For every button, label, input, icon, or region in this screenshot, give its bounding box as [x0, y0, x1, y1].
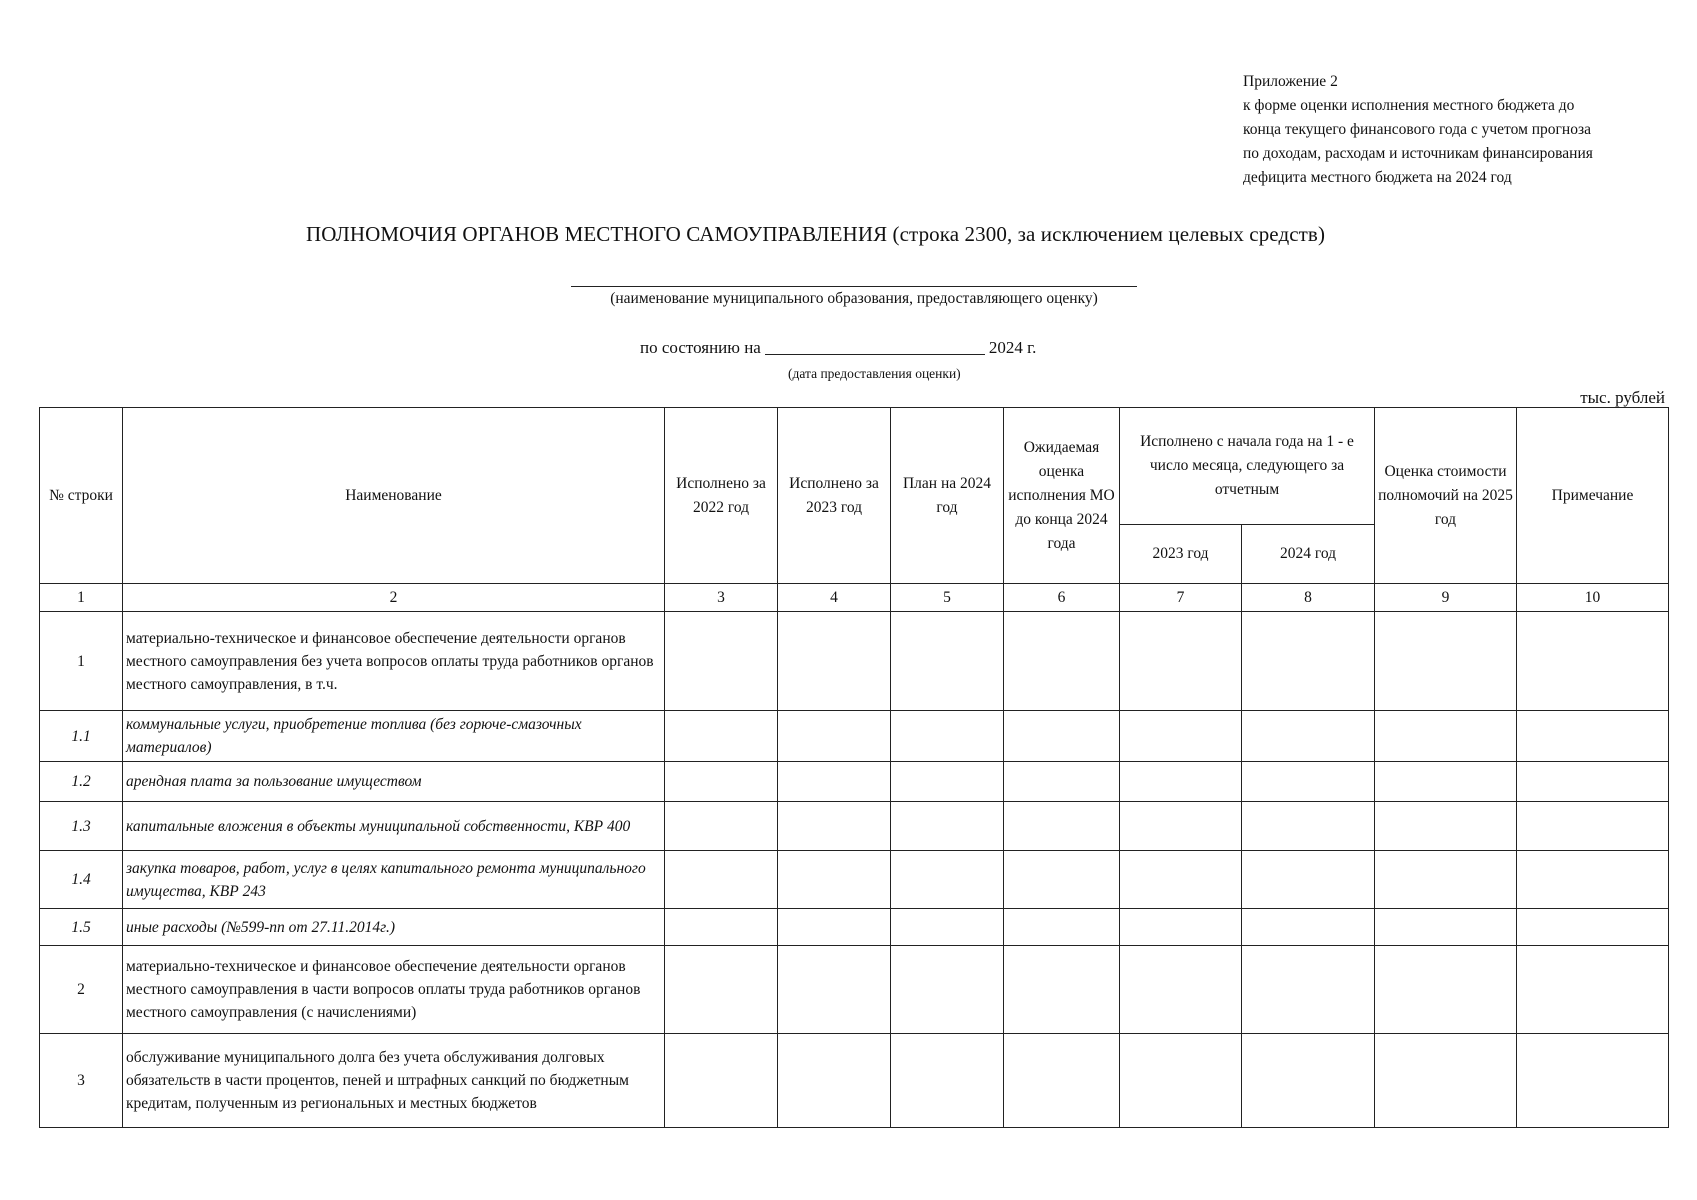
row-name: материально-техническое и финансовое обеспечение деятельности органов местного самоуправления в части вопросов оплаты труда работников органов местного самоуправления (с начислениями) [123, 946, 665, 1034]
date-blank-line [765, 338, 985, 355]
header-name: Наименование [123, 408, 665, 584]
table-cell [1517, 612, 1669, 711]
row-name: коммунальные услуги, приобретение топлива (без горюче-смазочных материалов) [123, 711, 665, 762]
table-cell [1004, 946, 1120, 1034]
table-cell [1242, 946, 1375, 1034]
table-cell [778, 946, 891, 1034]
municipality-caption: (наименование муниципального образования, предоставляющего оценку) [610, 290, 1098, 307]
table-cell [1120, 762, 1242, 802]
table-cell [778, 711, 891, 762]
row-number: 1.1 [40, 711, 123, 762]
table-cell [1242, 762, 1375, 802]
header-estimate-2025: Оценка стоимости полномочий на 2025 год [1375, 408, 1517, 584]
table-cell [1120, 711, 1242, 762]
table-cell [891, 1034, 1004, 1128]
header-exec-2022: Исполнено за 2022 год [665, 408, 778, 584]
table-row [40, 612, 1669, 711]
table-cell [1242, 711, 1375, 762]
table-cell [1120, 802, 1242, 851]
units-label: тыс. рублей [1580, 388, 1665, 407]
table-cell [1375, 851, 1517, 909]
row-number: 1.5 [40, 909, 123, 946]
column-number: 4 [778, 584, 891, 612]
table-cell [778, 802, 891, 851]
column-number: 3 [665, 584, 778, 612]
table-cell [1242, 1034, 1375, 1128]
column-number: 10 [1517, 584, 1669, 612]
header-exec-month-group: Исполнено с начала года на 1 - е число месяца, следующего за отчетным [1120, 408, 1375, 525]
row-number: 1.2 [40, 762, 123, 802]
column-number: 9 [1375, 584, 1517, 612]
table-cell [1517, 762, 1669, 802]
row-name: капитальные вложения в объекты муниципальной собственности, КВР 400 [123, 802, 665, 851]
table-row [40, 762, 1669, 802]
table-cell [1242, 851, 1375, 909]
appendix-line: к форме оценки исполнения местного бюджета до [1243, 97, 1575, 114]
table-cell [1004, 851, 1120, 909]
table-cell [665, 1034, 778, 1128]
table-cell [1120, 851, 1242, 909]
table-cell [1375, 1034, 1517, 1128]
header-exec-2023: Исполнено за 2023 год [778, 408, 891, 584]
date-caption: (дата предоставления оценки) [788, 366, 961, 381]
table-row [40, 851, 1669, 909]
table-row [40, 946, 1669, 1034]
header-exec-month-2023: 2023 год [1120, 525, 1242, 584]
table-cell [891, 851, 1004, 909]
table-cell [1517, 1034, 1669, 1128]
column-number: 1 [40, 584, 123, 612]
table-cell [665, 802, 778, 851]
column-number: 5 [891, 584, 1004, 612]
row-name: арендная плата за пользование имуществом [123, 762, 665, 802]
column-number: 7 [1120, 584, 1242, 612]
table-cell [1120, 1034, 1242, 1128]
row-number: 1 [40, 612, 123, 711]
table-cell [665, 909, 778, 946]
table-cell [1517, 909, 1669, 946]
appendix-note [1243, 70, 1663, 190]
table-cell [1242, 909, 1375, 946]
table-cell [891, 909, 1004, 946]
table-cell [891, 762, 1004, 802]
appendix-line: конца текущего финансового года с учетом прогноза [1243, 121, 1591, 138]
table-cell [891, 612, 1004, 711]
table-cell [891, 946, 1004, 1034]
table-cell [1375, 909, 1517, 946]
table-cell [1375, 946, 1517, 1034]
column-number: 8 [1242, 584, 1375, 612]
page-title: ПОЛНОМОЧИЯ ОРГАНОВ МЕСТНОГО САМОУПРАВЛЕНИЯ (строка 2300, за исключением целевых средств) [306, 222, 1326, 246]
header-exec-month-2024: 2024 год [1242, 525, 1375, 584]
table-cell [778, 762, 891, 802]
table-cell [1375, 802, 1517, 851]
table-cell [665, 946, 778, 1034]
appendix-line: дефицита местного бюджета на 2024 год [1243, 169, 1512, 186]
row-name: обслуживание муниципального долга без учета обслуживания долговых обязательств в части процентов, пеней и штрафных санкций по бюджетным кредитам, полученным из региональных и местных бюджетов [123, 1034, 665, 1128]
table-cell [665, 851, 778, 909]
header-note: Примечание [1517, 408, 1669, 584]
table-cell [665, 612, 778, 711]
row-name: закупка товаров, работ, услуг в целях капитального ремонта муниципального имущества, КВР 243 [123, 851, 665, 909]
header-plan-2024: План на 2024 год [891, 408, 1004, 584]
row-number: 1.3 [40, 802, 123, 851]
municipality-name-line [571, 286, 1137, 287]
appendix-line: по доходам, расходам и источникам финансирования [1243, 145, 1593, 162]
table-row [40, 1034, 1669, 1128]
table-cell [778, 1034, 891, 1128]
table-cell [665, 711, 778, 762]
table-cell [1004, 612, 1120, 711]
table-cell [1004, 1034, 1120, 1128]
powers-table [39, 407, 1669, 1128]
row-name: материально-техническое и финансовое обеспечение деятельности органов местного самоуправления без учета вопросов оплаты труда работников органов местного самоуправления, в т.ч. [123, 612, 665, 711]
table-cell [1120, 946, 1242, 1034]
appendix-line: Приложение 2 [1243, 73, 1338, 90]
table-cell [1375, 612, 1517, 711]
table-cell [1375, 762, 1517, 802]
table-cell [1120, 612, 1242, 711]
row-name: иные расходы (№599-пп от 27.11.2014г.) [123, 909, 665, 946]
table-cell [1004, 711, 1120, 762]
date-row [640, 338, 1036, 358]
table-row [40, 711, 1669, 762]
table-row [40, 802, 1669, 851]
table-cell [778, 909, 891, 946]
table-cell [1517, 802, 1669, 851]
table-cell [1375, 711, 1517, 762]
table-cell [778, 612, 891, 711]
date-prefix: по состоянию на [640, 338, 761, 357]
table-cell [891, 711, 1004, 762]
table-cell [1242, 802, 1375, 851]
table-cell [1517, 851, 1669, 909]
table-cell [1004, 802, 1120, 851]
column-numbers-row [40, 584, 1669, 612]
table-cell [1004, 762, 1120, 802]
table-cell [778, 851, 891, 909]
row-number: 3 [40, 1034, 123, 1128]
table-cell [1517, 946, 1669, 1034]
column-number: 6 [1004, 584, 1120, 612]
row-number: 1.4 [40, 851, 123, 909]
column-number: 2 [123, 584, 665, 612]
table-cell [665, 762, 778, 802]
table-cell [1242, 612, 1375, 711]
date-suffix: 2024 г. [988, 338, 1037, 357]
header-expected: Ожидаемая оценка исполнения МО до конца 2024 года [1004, 408, 1120, 584]
table-cell [1004, 909, 1120, 946]
table-cell [1517, 711, 1669, 762]
table-cell [891, 802, 1004, 851]
table-cell [1120, 909, 1242, 946]
row-number: 2 [40, 946, 123, 1034]
table-row [40, 909, 1669, 946]
header-row-no: № строки [40, 408, 123, 584]
